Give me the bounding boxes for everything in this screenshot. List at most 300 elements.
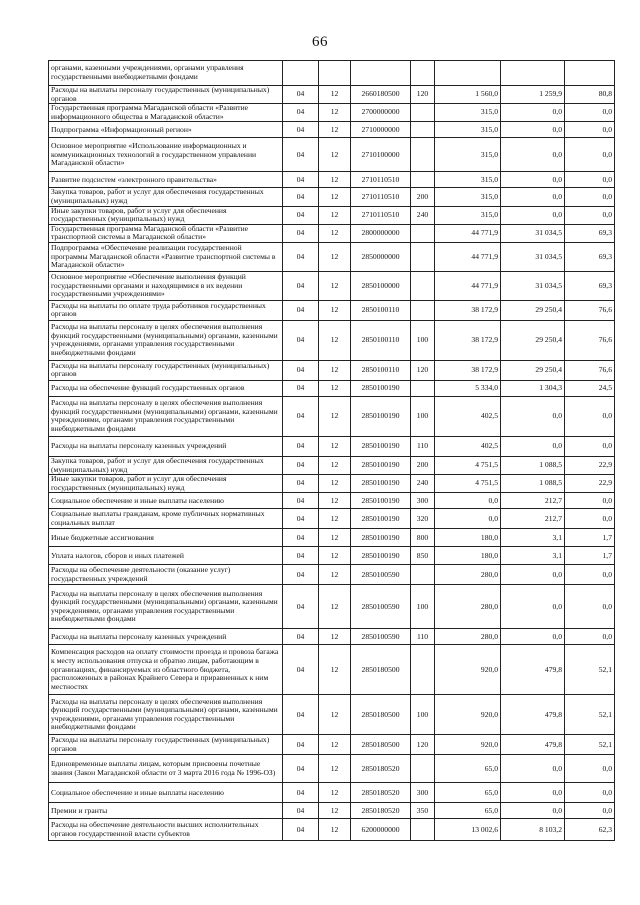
planned-amount-cell: 44 771,9 [435, 224, 501, 242]
target-article-cell: 2850100110 [351, 300, 411, 320]
target-article-cell: 2850100590 [351, 585, 411, 629]
page-number: 66 [312, 34, 328, 50]
ministry-code-cell: 04 [283, 360, 319, 380]
percent-cell: 52,1 [565, 695, 615, 735]
ministry-code-cell: 04 [283, 585, 319, 629]
actual-amount-cell: 212,7 [501, 509, 565, 529]
expense-type-cell: 300 [411, 493, 435, 509]
ministry-code-cell: 04 [283, 104, 319, 122]
actual-amount-cell: 0,0 [501, 783, 565, 803]
actual-amount-cell: 0,0 [501, 122, 565, 138]
table-row [49, 695, 615, 735]
percent-cell [565, 61, 615, 86]
row-name-cell: Подпрограмма «Информационный регион» [49, 122, 283, 138]
ministry-code-cell [283, 61, 319, 86]
row-name-cell: Расходы на выплаты персоналу казенных учреждений [49, 436, 283, 456]
planned-amount-cell: 180,0 [435, 547, 501, 565]
planned-amount-cell: 44 771,9 [435, 271, 501, 300]
target-article-cell: 2660180500 [351, 86, 411, 104]
percent-cell: 52,1 [565, 735, 615, 755]
row-name-cell: Расходы на обеспечение функций государственных органов [49, 380, 283, 396]
ministry-code-cell: 04 [283, 206, 319, 224]
section-code-cell: 12 [319, 300, 351, 320]
expense-type-cell: 300 [411, 783, 435, 803]
planned-amount-cell: 13 002,6 [435, 819, 501, 841]
actual-amount-cell: 0,0 [501, 138, 565, 172]
table-row [49, 629, 615, 645]
percent-cell: 0,0 [565, 206, 615, 224]
table-row [49, 360, 615, 380]
planned-amount-cell: 315,0 [435, 172, 501, 188]
row-name-cell: Единовременные выплаты лицам, которым присвоены почетные звания (Закон Магаданской области от 3 марта 2016 года № 1996-ОЗ) [49, 755, 283, 783]
planned-amount-cell: 65,0 [435, 803, 501, 819]
table-row [49, 188, 615, 206]
target-article-cell: 2850100000 [351, 271, 411, 300]
expense-type-cell [411, 224, 435, 242]
table-row [49, 456, 615, 474]
expense-type-cell: 350 [411, 803, 435, 819]
planned-amount-cell: 315,0 [435, 188, 501, 206]
table-row [49, 396, 615, 436]
row-name-cell: органами, казенными учреждениями, органами управления государственными внебюджетными фондами [49, 61, 283, 86]
ministry-code-cell: 04 [283, 629, 319, 645]
table-row [49, 61, 615, 86]
table-row [49, 547, 615, 565]
actual-amount-cell: 3,1 [501, 547, 565, 565]
target-article-cell: 2850100190 [351, 547, 411, 565]
planned-amount-cell: 65,0 [435, 755, 501, 783]
section-code-cell: 12 [319, 755, 351, 783]
expense-type-cell: 100 [411, 320, 435, 360]
ministry-code-cell: 04 [283, 271, 319, 300]
percent-cell: 69,3 [565, 224, 615, 242]
section-code-cell: 12 [319, 320, 351, 360]
row-name-cell: Основное мероприятие «Обеспечение выполнения функций государственными органами и находящимися в их ведении государственными учреждениями» [49, 271, 283, 300]
percent-cell: 69,3 [565, 271, 615, 300]
row-name-cell: Социальное обеспечение и иные выплаты населению [49, 783, 283, 803]
table-row [49, 819, 615, 841]
expense-type-cell: 240 [411, 206, 435, 224]
actual-amount-cell: 0,0 [501, 104, 565, 122]
target-article-cell: 2850180520 [351, 755, 411, 783]
planned-amount-cell: 4 751,5 [435, 475, 501, 493]
actual-amount-cell: 0,0 [501, 585, 565, 629]
row-name-cell: Расходы на выплаты персоналу казенных учреждений [49, 629, 283, 645]
percent-cell: 0,0 [565, 509, 615, 529]
target-article-cell: 2710110510 [351, 206, 411, 224]
table-row [49, 585, 615, 629]
target-article-cell: 2850100110 [351, 360, 411, 380]
ministry-code-cell: 04 [283, 493, 319, 509]
planned-amount-cell: 315,0 [435, 122, 501, 138]
table-row [49, 86, 615, 104]
percent-cell: 0,0 [565, 122, 615, 138]
percent-cell: 1,7 [565, 547, 615, 565]
percent-cell: 76,6 [565, 360, 615, 380]
planned-amount-cell: 65,0 [435, 783, 501, 803]
actual-amount-cell: 8 103,2 [501, 819, 565, 841]
planned-amount-cell: 920,0 [435, 695, 501, 735]
row-name-cell: Государственная программа Магаданской области «Развитие транспортной системы в Магаданской области» [49, 224, 283, 242]
ministry-code-cell: 04 [283, 547, 319, 565]
section-code-cell: 12 [319, 735, 351, 755]
planned-amount-cell: 44 771,9 [435, 242, 501, 271]
actual-amount-cell: 479,8 [501, 695, 565, 735]
actual-amount-cell: 0,0 [501, 629, 565, 645]
percent-cell: 76,6 [565, 320, 615, 360]
expense-type-cell [411, 380, 435, 396]
section-code-cell: 12 [319, 206, 351, 224]
table-row [49, 122, 615, 138]
expense-type-cell: 320 [411, 509, 435, 529]
table-row [49, 224, 615, 242]
target-article-cell: 6200000000 [351, 819, 411, 841]
planned-amount-cell: 920,0 [435, 645, 501, 695]
percent-cell: 1,7 [565, 529, 615, 547]
row-name-cell: Подпрограмма «Обеспечение реализации государственной программы Магаданской области «Развитие транспортной системы в Магаданской области» [49, 242, 283, 271]
expense-type-cell [411, 755, 435, 783]
target-article-cell [351, 61, 411, 86]
actual-amount-cell: 0,0 [501, 803, 565, 819]
actual-amount-cell: 31 034,5 [501, 224, 565, 242]
expense-type-cell [411, 271, 435, 300]
table-row [49, 300, 615, 320]
row-name-cell: Основное мероприятие «Использование информационных и коммуникационных технологий в государственном управлении Магаданской области» [49, 138, 283, 172]
table-row [49, 529, 615, 547]
table-row [49, 493, 615, 509]
ministry-code-cell: 04 [283, 819, 319, 841]
ministry-code-cell: 04 [283, 529, 319, 547]
actual-amount-cell: 3,1 [501, 529, 565, 547]
ministry-code-cell: 04 [283, 565, 319, 585]
section-code-cell: 12 [319, 188, 351, 206]
row-name-cell: Расходы на выплаты персоналу в целях обеспечения выполнения функций государственными (муниципальными) органами, казенными учреждениями, органами управления государственными внебюджетными фондами [49, 585, 283, 629]
planned-amount-cell: 280,0 [435, 629, 501, 645]
section-code-cell: 12 [319, 529, 351, 547]
expense-type-cell: 120 [411, 86, 435, 104]
target-article-cell: 2710110510 [351, 188, 411, 206]
target-article-cell: 2850100190 [351, 436, 411, 456]
actual-amount-cell: 29 250,4 [501, 320, 565, 360]
ministry-code-cell: 04 [283, 300, 319, 320]
target-article-cell: 2850100590 [351, 565, 411, 585]
section-code-cell: 12 [319, 547, 351, 565]
percent-cell: 22,9 [565, 456, 615, 474]
percent-cell: 0,0 [565, 188, 615, 206]
percent-cell: 0,0 [565, 436, 615, 456]
planned-amount-cell: 38 172,9 [435, 360, 501, 380]
actual-amount-cell: 29 250,4 [501, 360, 565, 380]
row-name-cell: Расходы на выплаты персоналу в целях обеспечения выполнения функций государственными (муниципальными) органами, казенными учреждениями, органами управления государственными внебюджетными фондами [49, 320, 283, 360]
planned-amount-cell: 38 172,9 [435, 320, 501, 360]
section-code-cell: 12 [319, 436, 351, 456]
table-row [49, 138, 615, 172]
actual-amount-cell: 31 034,5 [501, 242, 565, 271]
percent-cell: 0,0 [565, 104, 615, 122]
section-code-cell: 12 [319, 509, 351, 529]
section-code-cell: 12 [319, 803, 351, 819]
planned-amount-cell: 1 560,0 [435, 86, 501, 104]
table-row [49, 735, 615, 755]
planned-amount-cell: 4 751,5 [435, 456, 501, 474]
target-article-cell: 2710100000 [351, 138, 411, 172]
section-code-cell: 12 [319, 565, 351, 585]
section-code-cell: 12 [319, 172, 351, 188]
section-code-cell: 12 [319, 380, 351, 396]
target-article-cell: 2710000000 [351, 122, 411, 138]
percent-cell: 22,9 [565, 475, 615, 493]
actual-amount-cell: 0,0 [501, 396, 565, 436]
actual-amount-cell: 0,0 [501, 206, 565, 224]
row-name-cell: Компенсация расходов на оплату стоимости проезда и провоза багажа к месту использования отпуска и обратно лицам, работающим в организациях, финансируемых из областного бюджета, расположенных в районах Крайнего Севера и приравненных к ним местностях [49, 645, 283, 695]
planned-amount-cell: 5 334,0 [435, 380, 501, 396]
ministry-code-cell: 04 [283, 436, 319, 456]
section-code-cell: 12 [319, 271, 351, 300]
planned-amount-cell: 0,0 [435, 493, 501, 509]
table-row [49, 755, 615, 783]
row-name-cell: Закупка товаров, работ и услуг для обеспечения государственных (муниципальных) нужд [49, 456, 283, 474]
planned-amount-cell: 180,0 [435, 529, 501, 547]
table-row [49, 509, 615, 529]
expense-type-cell [411, 565, 435, 585]
section-code-cell: 12 [319, 629, 351, 645]
table-row [49, 783, 615, 803]
table-row [49, 320, 615, 360]
section-code-cell [319, 61, 351, 86]
table-row [49, 206, 615, 224]
row-name-cell: Расходы на выплаты персоналу государственных (муниципальных) органов [49, 735, 283, 755]
percent-cell: 0,0 [565, 755, 615, 783]
percent-cell: 0,0 [565, 629, 615, 645]
target-article-cell: 2850180520 [351, 803, 411, 819]
row-name-cell: Государственная программа Магаданской области «Развитие информационного общества в Магаданской области» [49, 104, 283, 122]
percent-cell: 24,5 [565, 380, 615, 396]
target-article-cell: 2850100190 [351, 396, 411, 436]
section-code-cell: 12 [319, 645, 351, 695]
percent-cell: 0,0 [565, 138, 615, 172]
table-row [49, 645, 615, 695]
section-code-cell: 12 [319, 819, 351, 841]
budget-table-body [49, 61, 615, 841]
ministry-code-cell: 04 [283, 783, 319, 803]
planned-amount-cell [435, 61, 501, 86]
row-name-cell: Расходы на выплаты персоналу государственных (муниципальных) органов [49, 360, 283, 380]
ministry-code-cell: 04 [283, 396, 319, 436]
expense-type-cell: 120 [411, 735, 435, 755]
expense-type-cell: 110 [411, 436, 435, 456]
expense-type-cell [411, 645, 435, 695]
percent-cell: 0,0 [565, 172, 615, 188]
target-article-cell: 2850100190 [351, 475, 411, 493]
row-name-cell: Иные закупки товаров, работ и услуг для обеспечения государственных (муниципальных) нужд [49, 206, 283, 224]
section-code-cell: 12 [319, 396, 351, 436]
row-name-cell: Закупка товаров, работ и услуг для обеспечения государственных (муниципальных) нужд [49, 188, 283, 206]
percent-cell: 80,8 [565, 86, 615, 104]
expense-type-cell: 800 [411, 529, 435, 547]
ministry-code-cell: 04 [283, 172, 319, 188]
row-name-cell: Социальное обеспечение и иные выплаты населению [49, 493, 283, 509]
ministry-code-cell: 04 [283, 380, 319, 396]
actual-amount-cell: 479,8 [501, 645, 565, 695]
row-name-cell: Расходы на выплаты персоналу в целях обеспечения выполнения функций государственными (муниципальными) органами, казенными учреждениями, органами управления государственными внебюджетными фондами [49, 695, 283, 735]
actual-amount-cell: 1 304,3 [501, 380, 565, 396]
section-code-cell: 12 [319, 104, 351, 122]
target-article-cell: 2850100190 [351, 493, 411, 509]
target-article-cell: 2850100110 [351, 320, 411, 360]
expense-type-cell: 100 [411, 585, 435, 629]
ministry-code-cell: 04 [283, 188, 319, 206]
ministry-code-cell: 04 [283, 755, 319, 783]
ministry-code-cell: 04 [283, 695, 319, 735]
expense-type-cell: 200 [411, 456, 435, 474]
row-name-cell: Расходы на обеспечение деятельности высших исполнительных органов государственной власти субъектов [49, 819, 283, 841]
section-code-cell: 12 [319, 122, 351, 138]
ministry-code-cell: 04 [283, 509, 319, 529]
expense-type-cell: 120 [411, 360, 435, 380]
target-article-cell: 2850100190 [351, 509, 411, 529]
planned-amount-cell: 315,0 [435, 104, 501, 122]
target-article-cell: 2700000000 [351, 104, 411, 122]
target-article-cell: 2850100190 [351, 380, 411, 396]
section-code-cell: 12 [319, 242, 351, 271]
table-row [49, 565, 615, 585]
target-article-cell: 2850180500 [351, 645, 411, 695]
actual-amount-cell: 1 088,5 [501, 475, 565, 493]
section-code-cell: 12 [319, 493, 351, 509]
table-row [49, 242, 615, 271]
percent-cell: 0,0 [565, 493, 615, 509]
percent-cell: 0,0 [565, 585, 615, 629]
expense-type-cell [411, 104, 435, 122]
target-article-cell: 2850100190 [351, 456, 411, 474]
row-name-cell: Иные закупки товаров, работ и услуг для обеспечения государственных (муниципальных) нужд [49, 475, 283, 493]
row-name-cell: Расходы на обеспечение деятельности (оказание услуг) государственных учреждений [49, 565, 283, 585]
row-name-cell: Расходы на выплаты персоналу государственных (муниципальных) органов [49, 86, 283, 104]
expense-type-cell: 100 [411, 396, 435, 436]
section-code-cell: 12 [319, 475, 351, 493]
ministry-code-cell: 04 [283, 86, 319, 104]
expense-type-cell: 850 [411, 547, 435, 565]
section-code-cell: 12 [319, 138, 351, 172]
expense-type-cell [411, 122, 435, 138]
table-row [49, 803, 615, 819]
actual-amount-cell: 0,0 [501, 436, 565, 456]
expense-type-cell [411, 138, 435, 172]
ministry-code-cell: 04 [283, 138, 319, 172]
ministry-code-cell: 04 [283, 122, 319, 138]
planned-amount-cell: 0,0 [435, 509, 501, 529]
actual-amount-cell: 29 250,4 [501, 300, 565, 320]
expense-type-cell [411, 172, 435, 188]
percent-cell: 0,0 [565, 396, 615, 436]
ministry-code-cell: 04 [283, 456, 319, 474]
actual-amount-cell: 212,7 [501, 493, 565, 509]
table-row [49, 271, 615, 300]
actual-amount-cell: 0,0 [501, 755, 565, 783]
table-row [49, 436, 615, 456]
section-code-cell: 12 [319, 783, 351, 803]
section-code-cell: 12 [319, 456, 351, 474]
target-article-cell: 2850180500 [351, 735, 411, 755]
expense-type-cell [411, 61, 435, 86]
planned-amount-cell: 402,5 [435, 396, 501, 436]
ministry-code-cell: 04 [283, 803, 319, 819]
section-code-cell: 12 [319, 86, 351, 104]
ministry-code-cell: 04 [283, 735, 319, 755]
row-name-cell: Развитие подсистем «электронного правительства» [49, 172, 283, 188]
ministry-code-cell: 04 [283, 320, 319, 360]
percent-cell: 76,6 [565, 300, 615, 320]
actual-amount-cell [501, 61, 565, 86]
row-name-cell: Иные бюджетные ассигнования [49, 529, 283, 547]
planned-amount-cell: 38 172,9 [435, 300, 501, 320]
percent-cell: 0,0 [565, 783, 615, 803]
planned-amount-cell: 315,0 [435, 138, 501, 172]
actual-amount-cell: 1 259,9 [501, 86, 565, 104]
actual-amount-cell: 0,0 [501, 565, 565, 585]
expense-type-cell: 100 [411, 695, 435, 735]
target-article-cell: 2850100590 [351, 629, 411, 645]
planned-amount-cell: 402,5 [435, 436, 501, 456]
budget-table [48, 60, 615, 841]
section-code-cell: 12 [319, 360, 351, 380]
actual-amount-cell: 0,0 [501, 188, 565, 206]
target-article-cell: 2800000000 [351, 224, 411, 242]
expense-type-cell [411, 242, 435, 271]
target-article-cell: 2850180500 [351, 695, 411, 735]
table-row [49, 172, 615, 188]
ministry-code-cell: 04 [283, 475, 319, 493]
table-row [49, 104, 615, 122]
planned-amount-cell: 280,0 [435, 565, 501, 585]
planned-amount-cell: 315,0 [435, 206, 501, 224]
row-name-cell: Премии и гранты [49, 803, 283, 819]
section-code-cell: 12 [319, 224, 351, 242]
row-name-cell: Уплата налогов, сборов и иных платежей [49, 547, 283, 565]
actual-amount-cell: 31 034,5 [501, 271, 565, 300]
ministry-code-cell: 04 [283, 645, 319, 695]
expense-type-cell: 240 [411, 475, 435, 493]
actual-amount-cell: 1 088,5 [501, 456, 565, 474]
table-row [49, 380, 615, 396]
percent-cell: 0,0 [565, 565, 615, 585]
target-article-cell: 2710110510 [351, 172, 411, 188]
actual-amount-cell: 0,0 [501, 172, 565, 188]
planned-amount-cell: 920,0 [435, 735, 501, 755]
target-article-cell: 2850000000 [351, 242, 411, 271]
percent-cell: 62,3 [565, 819, 615, 841]
percent-cell: 52,1 [565, 645, 615, 695]
table-row [49, 475, 615, 493]
row-name-cell: Расходы на выплаты персоналу в целях обеспечения выполнения функций государственными (муниципальными) органами, казенными учреждениями, органами управления государственными внебюджетными фондами [49, 396, 283, 436]
section-code-cell: 12 [319, 585, 351, 629]
row-name-cell: Социальные выплаты гражданам, кроме публичных нормативных социальных выплат [49, 509, 283, 529]
expense-type-cell: 110 [411, 629, 435, 645]
expense-type-cell [411, 819, 435, 841]
ministry-code-cell: 04 [283, 242, 319, 271]
percent-cell: 0,0 [565, 803, 615, 819]
expense-type-cell: 200 [411, 188, 435, 206]
percent-cell: 69,3 [565, 242, 615, 271]
target-article-cell: 2850100190 [351, 529, 411, 547]
planned-amount-cell: 280,0 [435, 585, 501, 629]
expense-type-cell [411, 300, 435, 320]
section-code-cell: 12 [319, 695, 351, 735]
row-name-cell: Расходы на выплаты по оплате труда работников государственных органов [49, 300, 283, 320]
actual-amount-cell: 479,8 [501, 735, 565, 755]
ministry-code-cell: 04 [283, 224, 319, 242]
target-article-cell: 2850180520 [351, 783, 411, 803]
